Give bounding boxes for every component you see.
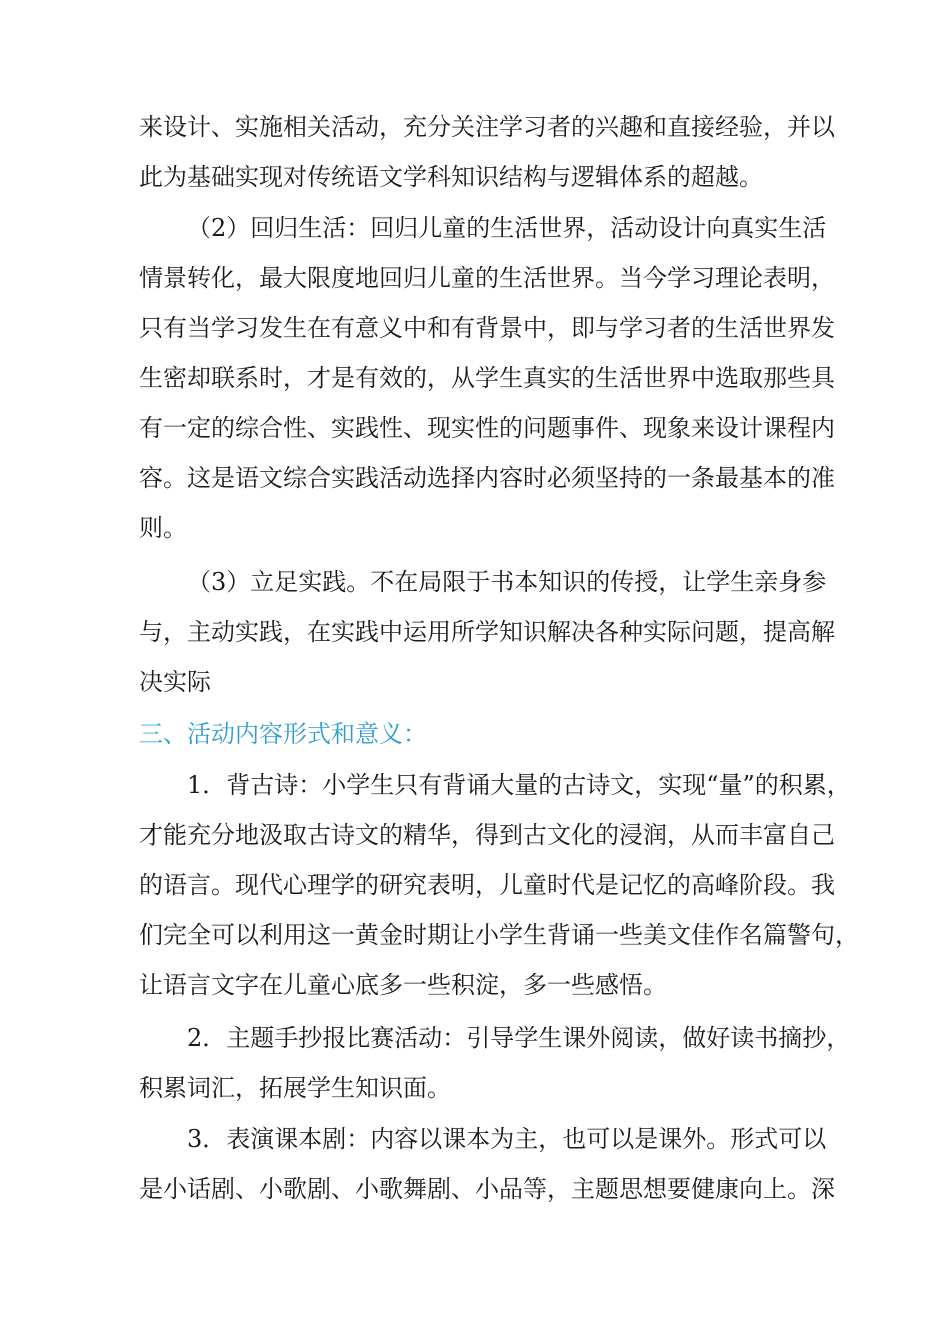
text-line: 情景转化，最大限度地回归儿童的生活世界。当今学习理论表明， [139,264,835,292]
text-line: 只有当学习发生在有意义中和有背景中，即与学习者的生活世界发 [139,314,835,342]
text-line: 此为基础实现对传统语文学科知识结构与逻辑体系的超越。 [139,163,763,191]
text-line: 来设计、实施相关活动，充分关注学习者的兴趣和直接经验，并以 [139,113,835,141]
text-line: 决实际 [139,668,211,696]
list-item-textbook-drama [139,1114,835,1214]
text-line: 让语言文字在儿童心底多一些积淀，多一些感悟。 [139,971,667,999]
text-line: 们完全可以利用这一黄金时期让小学生背诵一些美文佳作名篇警句， [139,921,859,949]
heading-text: 三、活动内容形式和意义： [139,720,427,748]
list-item-handwritten-paper [139,1013,851,1113]
paragraph-practice [139,557,835,707]
text-line: 生密却联系时，才是有效的，从学生真实的生活世界中选取那些具 [139,364,835,392]
paragraph-return-to-life [139,203,835,553]
text-line: 1．背古诗：小学生只有背诵大量的古诗文，实现“量”的积累， [187,771,851,799]
text-line: （3）立足实践。不在局限于书本知识的传授，让学生亲身参 [187,568,827,596]
text-line: 的语言。现代心理学的研究表明，儿童时代是记忆的高峰阶段。我 [139,871,835,899]
text-line: 有一定的综合性、实践性、现实性的问题事件、现象来设计课程内 [139,414,835,442]
text-line: 3．表演课本剧：内容以课本为主，也可以是课外。形式可以 [187,1125,827,1153]
text-line: 则。 [139,514,187,542]
section-heading [139,709,829,759]
text-line: 与，主动实践，在实践中运用所学知识解决各种实际问题，提高解 [139,618,835,646]
paragraph-continuation [139,102,835,202]
list-item-poetry [139,760,859,1010]
text-line: 是小话剧、小歌剧、小歌舞剧、小品等，主题思想要健康向上。深 [139,1175,835,1203]
text-line: （2）回归生活：回归儿童的生活世界，活动设计向真实生活 [187,214,827,242]
text-line: 容。这是语文综合实践活动选择内容时必须坚持的一条最基本的准 [139,464,835,492]
text-line: 2．主题手抄报比赛活动：引导学生课外阅读，做好读书摘抄， [187,1024,851,1052]
text-line: 积累词汇，拓展学生知识面。 [139,1074,451,1102]
text-line: 才能充分地汲取古诗文的精华，得到古文化的浸润，从而丰富自己 [139,821,835,849]
